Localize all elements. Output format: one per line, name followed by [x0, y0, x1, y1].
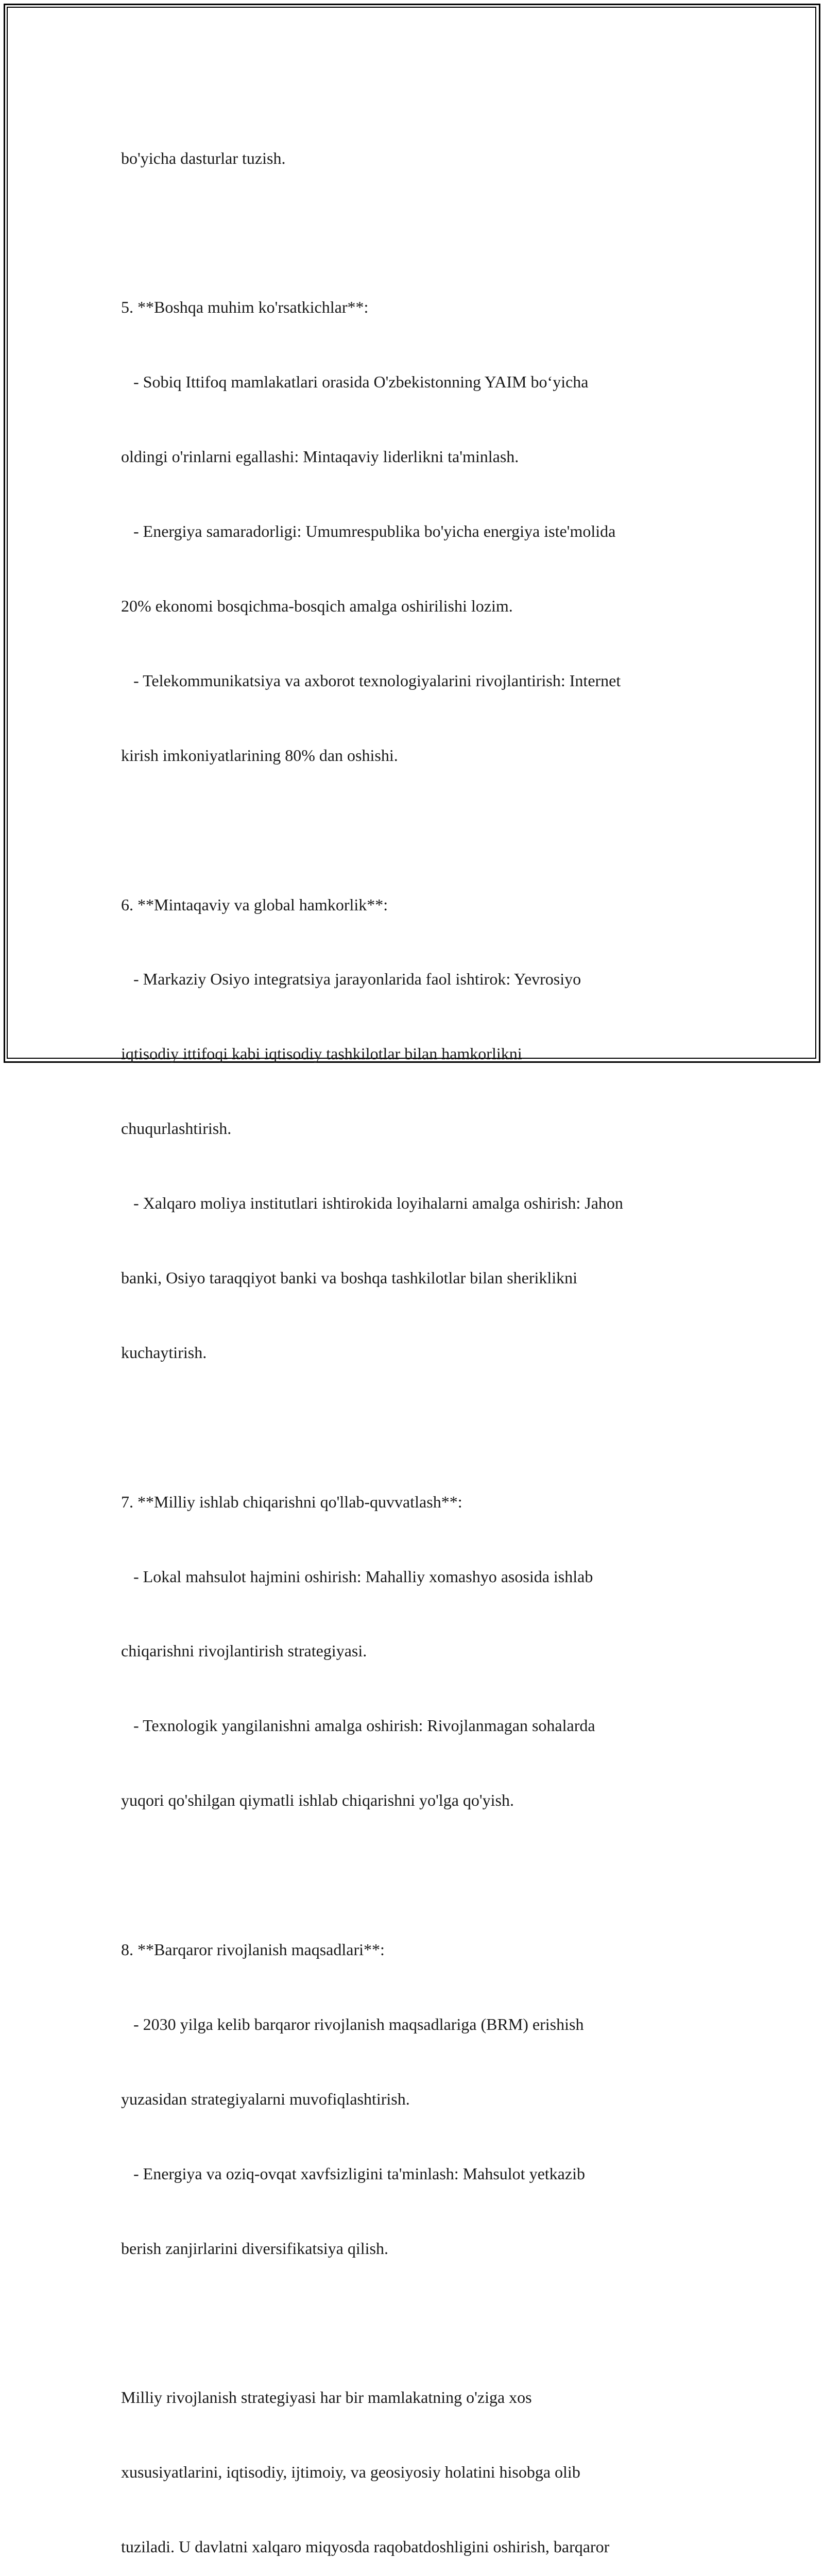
document-body: [121, 96, 703, 2576]
text-line: berish zanjirlarini diversifikatsiya qilish.: [121, 2239, 388, 2258]
conclusion-line: Milliy rivojlanish strategiyasi har bir mamlakatning o'ziga xos: [121, 2388, 532, 2407]
text-line: - Texnologik yangilanishni amalga oshirish: Rivojlanmagan sohalarda: [121, 1716, 595, 1735]
text-line: - Lokal mahsulot hajmini oshirish: Mahalliy xomashyo asosida ishlab: [121, 1567, 593, 1586]
section-heading: 7. **Milliy ishlab chiqarishni qo'llab-quvvatlash**:: [121, 1492, 462, 1511]
conclusion-line: xususiyatlarini, iqtisodiy, ijtimoiy, va geosiyosiy holatini hisobga olib: [121, 2463, 580, 2482]
text-line: - Sobiq Ittifoq mamlakatlari orasida O'zbekistonning YAIM bo‘yicha: [121, 372, 589, 392]
text-line: chuqurlashtirish.: [121, 1119, 232, 1138]
blank-line: [121, 220, 703, 245]
blank-line: [121, 1415, 703, 1439]
text-line: - Energiya samaradorligi: Umumrespublika bo'yicha energiya iste'molida: [121, 522, 616, 541]
section-heading: 6. **Mintaqaviy va global hamkorlik**:: [121, 895, 388, 914]
section-heading: 8. **Barqaror rivojlanish maqsadlari**:: [121, 1940, 385, 1959]
text-line: kirish imkoniyatlarining 80% dan oshishi.: [121, 745, 398, 765]
text-line: - Telekommunikatsiya va axborot texnologiyalarini rivojlantirish: Internet: [121, 671, 621, 690]
text-line: chiqarishni rivojlantirish strategiyasi.: [121, 1641, 367, 1660]
blank-line: [121, 1862, 703, 1887]
text-line: - Markaziy Osiyo integratsiya jarayonlarida faol ishtirok: Yevrosiyo: [121, 970, 581, 989]
text-line: oldingi o'rinlarni egallashi: Mintaqaviy liderlikni ta'minlash.: [121, 447, 519, 466]
text-line: kuchaytirish.: [121, 1343, 207, 1362]
text-line: yuzasidan strategiyalarni muvofiqlashtirish.: [121, 2089, 410, 2108]
text-line: iqtisodiy ittifoqi kabi iqtisodiy tashkilotlar bilan hamkorlikni: [121, 1044, 522, 1063]
conclusion-line: tuziladi. U davlatni xalqaro miqyosda raqobatdoshligini oshirish, barqaror: [121, 2537, 610, 2556]
text-line: - Xalqaro moliya institutlari ishtirokida loyihalarni amalga oshirish: Jahon: [121, 1194, 623, 1213]
section-heading: 5. **Boshqa muhim ko'rsatkichlar**:: [121, 298, 369, 317]
text-line: banki, Osiyo taraqqiyot banki va boshqa tashkilotlar bilan sheriklikni: [121, 1268, 578, 1287]
text-line: yuqori qo'shilgan qiymatli ishlab chiqarishni yo'lga qo'yish.: [121, 1791, 514, 1810]
text-line: - Energiya va oziq-ovqat xavfsizligini ta'minlash: Mahsulot yetkazib: [121, 2164, 585, 2183]
blank-line: [121, 818, 703, 842]
text-line: - 2030 yilga kelib barqaror rivojlanish maqsadlariga (BRM) erishish: [121, 2014, 584, 2033]
text-line: 20% ekonomi bosqichma-bosqich amalga oshirilishi lozim.: [121, 596, 513, 615]
text-line: bo'yicha dasturlar tuzish.: [121, 148, 286, 167]
blank-line: [121, 2310, 703, 2335]
